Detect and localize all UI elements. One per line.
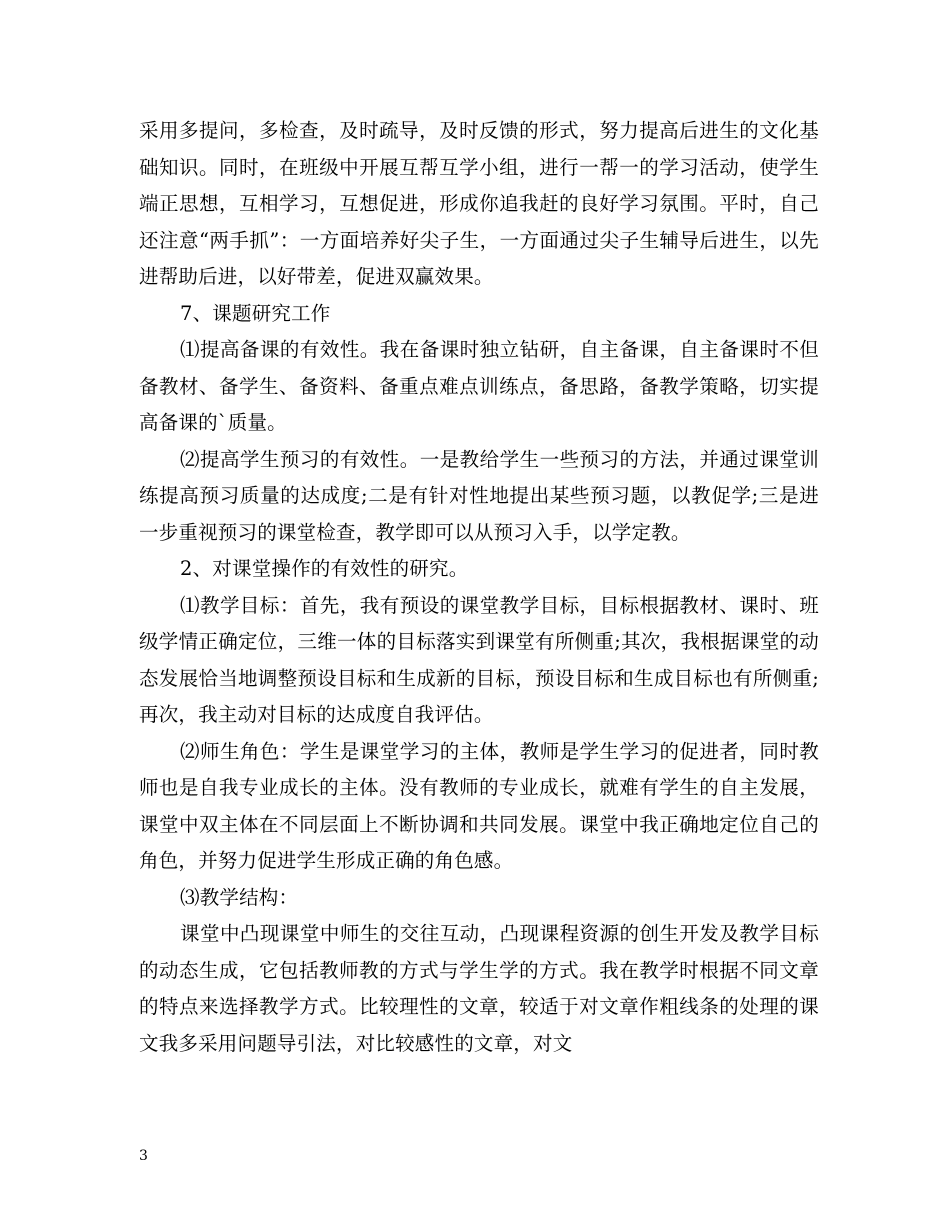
paragraph-teaching-structure-heading: ⑶教学结构： (180, 885, 299, 909)
paragraph-teaching-goals: ⑴教学目标：首先，我有预设的课堂教学目标，目标根据教材、课时、班级学情正确定位，三维一体的目标落实到课堂有所侧重;其次，我根据课堂的动态发展恰当地调整预设目标和生成新的目标，预设目标和生成目标也有所侧重;再次，我主动对目标的达成度自我评估。 (139, 593, 819, 726)
page-number: 3 (139, 1148, 148, 1164)
paragraph-lesson-prep: ⑴提高备课的有效性。我在备课时独立钻研，自主备课，自主备课时不但备教材、备学生、备资料、备重点难点训练点，备思路，备教学策略，切实提高备课的`质量。 (139, 338, 819, 434)
paragraph-preview: ⑵提高学生预习的有效性。一是教给学生一些预习的方法，并通过课堂训练提高预习质量的达成度;二是有针对性地提出某些预习题，以教促学;三是进一步重视预习的课堂检查，教学即可以从预习入手，以学定教。 (139, 447, 819, 544)
section-heading-classroom-operation: 2、对课堂操作的有效性的研究。 (180, 557, 469, 580)
paragraph-teacher-student-roles: ⑵师生角色：学生是课堂学习的主体，教师是学生学习的促进者，同时教师也是自我专业成长的主体。没有教师的专业成长，就难有学生的自主发展，课堂中双主体在不同层面上不断协调和共同发展。课堂中我正确地定位自己的角色，并努力促进学生形成正确的角色感。 (139, 739, 819, 872)
document-body (139, 113, 819, 1062)
paragraph-teaching-structure: 课堂中凸现课堂中师生的交往互动，凸现课程资源的创生开发及教学目标的动态生成，它包括教师教的方式与学生学的方式。我在教学时根据不同文章的特点来选择教学方式。比较理性的文章，较适于对文章作粗线条的处理的课文我多采用问题导引法，对比较感性的文章，对文 (139, 922, 819, 1055)
section-heading-topic-research: 7、课题研究工作 (180, 301, 331, 325)
paragraph-1: 采用多提问，多检查，及时疏导，及时反馈的形式，努力提高后进生的文化基础知识。同时，在班级中开展互帮互学小组，进行一帮一的学习活动，使学生端正思想，互相学习，互想促进，形成你追我赶的良好学习氛围。平时，自己还注意“两手抓”：一方面培养好尖子生，一方面通过尖子生辅导后进生，以先进帮助后进，以好带差，促进双赢效果。 (139, 119, 819, 288)
